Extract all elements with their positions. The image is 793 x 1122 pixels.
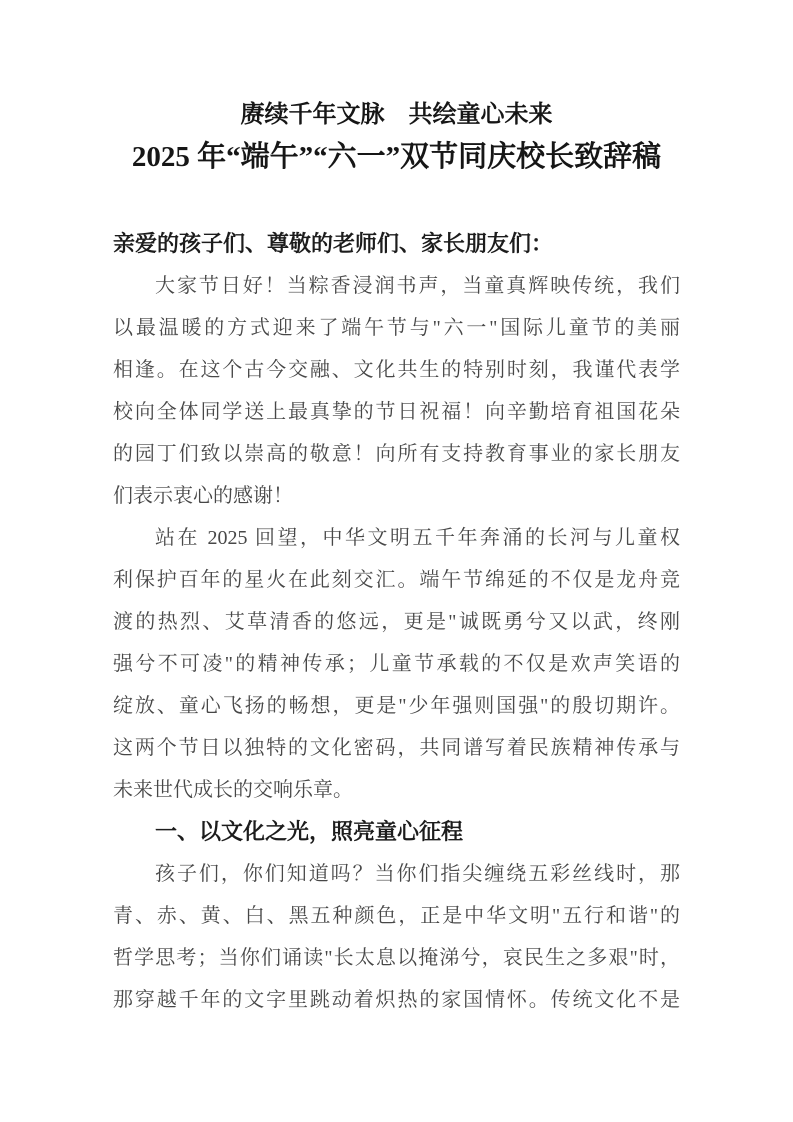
paragraph-line: 相逢。在这个古今交融、文化共生的特别时刻，我谨代表学 — [113, 359, 680, 381]
document-body — [113, 223, 680, 1021]
paragraph-line: 绽放、童心飞扬的畅想，更是"少年强则国强"的殷切期许。 — [113, 695, 680, 717]
paragraph-line: 渡的热烈、艾草清香的悠远，更是"诚既勇兮又以武，终刚 — [113, 611, 680, 633]
paragraph-line: 们表示衷心的感谢！ — [113, 485, 293, 507]
paragraph-line: 那穿越千年的文字里跳动着炽热的家国情怀。传统文化不是 — [113, 989, 680, 1011]
paragraph-line: 以最温暖的方式迎来了端午节与"六一"国际儿童节的美丽 — [113, 317, 680, 339]
paragraph-line: 大家节日好！当粽香浸润书声，当童真辉映传统，我们 — [155, 275, 680, 297]
paragraph-line: 强兮不可凌"的精神传承；儿童节承载的不仅是欢声笑语的 — [113, 653, 680, 675]
paragraph-line: 利保护百年的星火在此刻交汇。端午节绵延的不仅是龙舟竞 — [113, 569, 680, 591]
paragraph-line: 青、赤、黄、白、黑五种颜色，正是中华文明"五行和谐"的 — [113, 905, 680, 927]
salutation-line: 亲爱的孩子们、尊敬的老师们、家长朋友们： — [113, 231, 554, 256]
paragraph-line: 的园丁们致以崇高的敬意！向所有支持教育事业的家长朋友 — [113, 443, 680, 465]
paragraph-line: 校向全体同学送上最真挚的节日祝福！向辛勤培育祖国花朵 — [113, 401, 680, 423]
section-heading: 一、以文化之光，照亮童心征程 — [155, 819, 464, 844]
paragraph-line: 站在 2025 回望，中华文明五千年奔涌的长河与儿童权 — [155, 527, 680, 549]
paragraph-line: 孩子们，你们知道吗？当你们指尖缠绕五彩丝线时，那 — [155, 863, 680, 885]
paragraph-line: 哲学思考；当你们诵读"长太息以掩涕兮，哀民生之多艰"时， — [113, 947, 680, 969]
document-content — [113, 0, 680, 1021]
paragraph-line: 这两个节日以独特的文化密码，共同谱写着民族精神传承与 — [113, 737, 680, 759]
paragraph-line: 未来世代成长的交响乐章。 — [113, 779, 353, 801]
document-title: 赓续千年文脉 共绘童心未来 — [240, 102, 553, 128]
document-subtitle: 2025 年“端午”“六一”双节同庆校长致辞稿 — [131, 141, 662, 173]
